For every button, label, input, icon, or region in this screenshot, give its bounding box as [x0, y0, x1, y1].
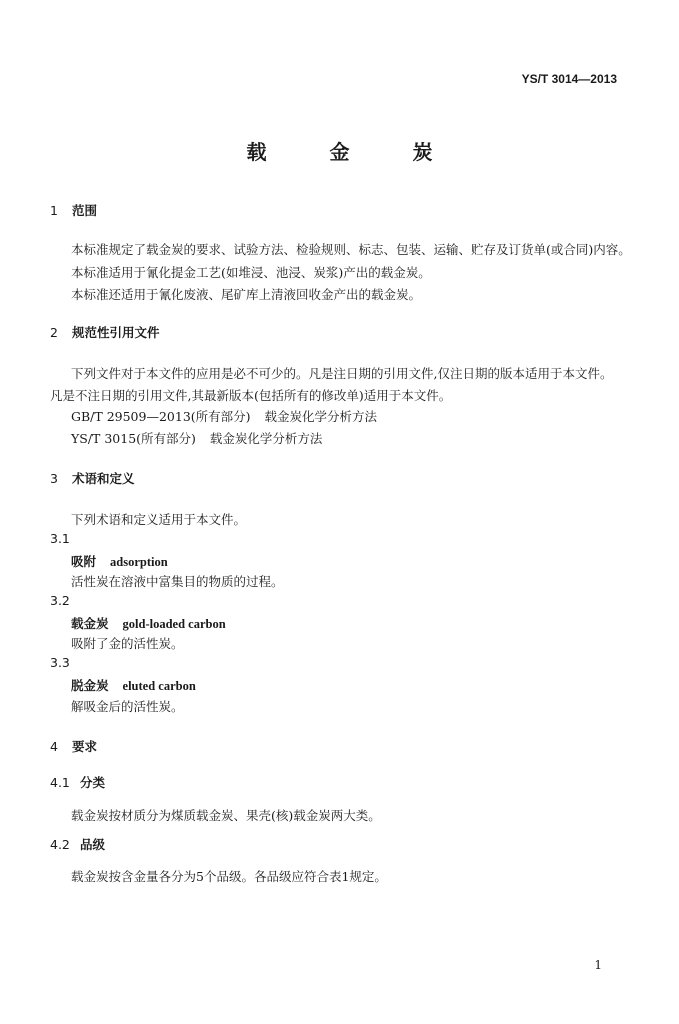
section-number: 1 [50, 203, 58, 218]
paragraph: 本标准规定了载金炭的要求、试验方法、检验规则、标志、包装、运输、贮存及订货单(或合同)内容。 [71, 242, 631, 257]
term-zh: 吸附 [71, 554, 97, 569]
term-definition: 吸附了金的活性炭。 [71, 636, 184, 651]
term-number: 3.3 [50, 655, 70, 670]
reference-title: 载金炭化学分析方法 [264, 409, 378, 424]
subsection-heading-grade [50, 835, 105, 853]
term-heading [71, 552, 168, 570]
section-heading-normative-references [50, 323, 160, 341]
paragraph: 载金炭按材质分为煤质载金炭、果壳(核)载金炭两大类。 [71, 808, 381, 823]
reference-code: YS/T 3015(所有部分) [71, 431, 196, 446]
reference-title: 载金炭化学分析方法 [209, 431, 323, 446]
section-number: 4 [50, 739, 58, 754]
paragraph: 本标准适用于氰化提金工艺(如堆浸、池浸、炭浆)产出的载金炭。 [71, 265, 431, 280]
terms-intro: 下列术语和定义适用于本文件。 [71, 512, 247, 527]
section-title: 术语和定义 [72, 471, 135, 486]
subsection-number: 4.1 [50, 775, 70, 790]
paragraph: 下列文件对于本文件的应用是必不可少的。凡是注日期的引用文件,仅注日期的版本适用于本文件。凡是不注日期的引用文件,其最新版本(包括所有的修改单)适用于本文件。 [50, 366, 613, 403]
section-title: 范围 [72, 203, 98, 218]
term-heading [71, 676, 196, 694]
term-definition: 解吸金后的活性炭。 [71, 699, 184, 714]
page-number: 1 [594, 958, 602, 972]
section-heading-terms [50, 469, 135, 487]
term-zh: 载金炭 [71, 616, 109, 631]
paragraph: 本标准还适用于氰化废液、尾矿库上清液回收金产出的载金炭。 [71, 287, 422, 302]
paragraph: 载金炭按含金量各分为5个品级。各品级应符合表1规定。 [71, 869, 387, 884]
term-en: gold-loaded carbon [122, 617, 226, 631]
reference-item [71, 429, 322, 447]
section-heading-scope [50, 201, 97, 219]
section-number: 3 [50, 471, 58, 486]
standard-code: YS/T 3014—2013 [521, 72, 617, 86]
section-title: 要求 [72, 739, 98, 754]
section-number: 2 [50, 325, 58, 340]
term-en: eluted carbon [122, 679, 196, 693]
term-number: 3.1 [50, 531, 70, 546]
subsection-title: 品级 [80, 837, 106, 852]
term-definition: 活性炭在溶液中富集目的物质的过程。 [71, 574, 284, 589]
term-heading [71, 614, 226, 632]
document-title: 载 金 炭 [246, 140, 461, 164]
section-heading-requirements [50, 737, 97, 755]
subsection-title: 分类 [80, 775, 106, 790]
subsection-number: 4.2 [50, 837, 70, 852]
section-title: 规范性引用文件 [72, 325, 160, 340]
subsection-heading-classification [50, 773, 105, 791]
term-number: 3.2 [50, 593, 70, 608]
term-en: adsorption [110, 555, 168, 569]
reference-item [71, 407, 377, 425]
reference-code: GB/T 29509—2013(所有部分) [71, 409, 251, 424]
term-zh: 脱金炭 [71, 678, 109, 693]
